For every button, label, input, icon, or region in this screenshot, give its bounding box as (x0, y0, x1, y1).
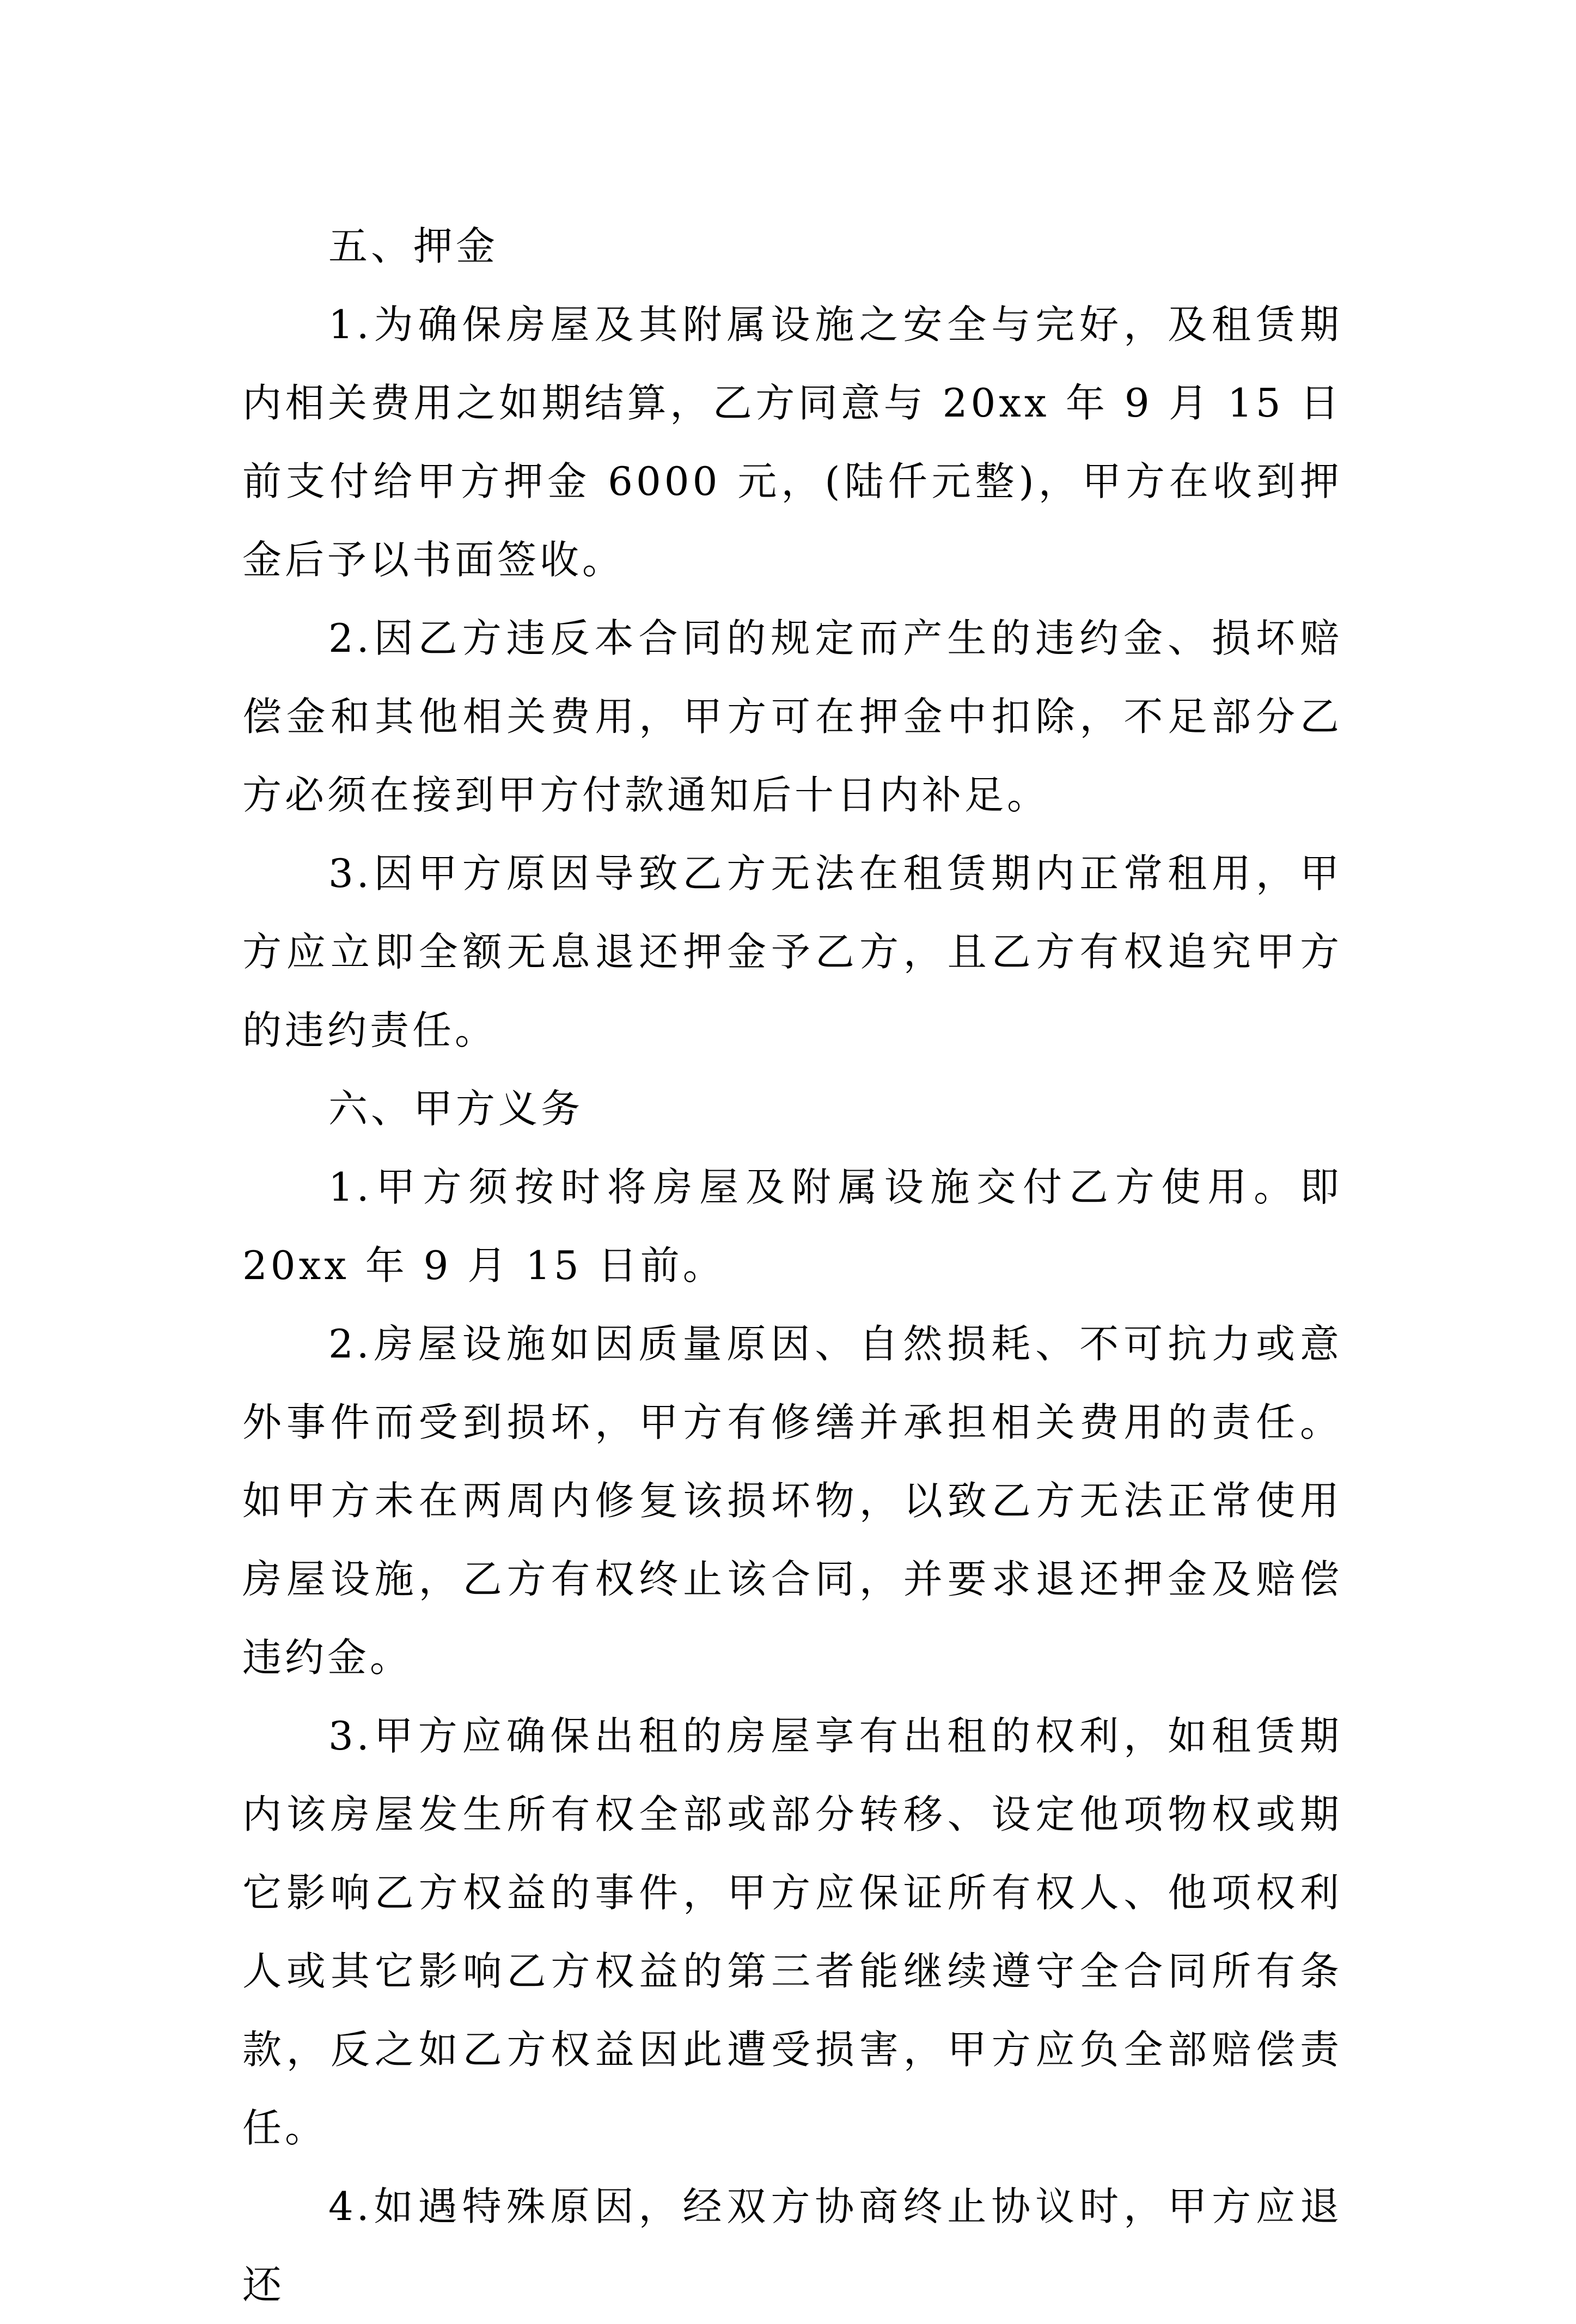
landlord-obligation-clause-1: 1.甲方须按时将房屋及附属设施交付乙方使用。即 20xx 年 9 月 15 日前。 (242, 1164, 1342, 1288)
section-heading-deposit: 五、押金 (328, 223, 499, 269)
document-body (242, 207, 1342, 2324)
deposit-clause-1: 1.为确保房屋及其附属设施之安全与完好，及租赁期内相关费用之如期结算，乙方同意与 20xx 年 9 月 15 日前支付给甲方押金 6000 元，(陆仟元整)，甲方在收到押金后予以书面签收。 (242, 302, 1342, 583)
landlord-obligation-clause-4: 4.如遇特殊原因，经双方协商终止协议时，甲方应退还 (242, 2184, 1342, 2308)
deposit-clause-2: 2.因乙方违反本合同的规定而产生的违约金、损坏赔偿金和其他相关费用，甲方可在押金中扣除，不足部分乙方必须在接到甲方付款通知后十日内补足。 (242, 615, 1342, 818)
landlord-obligation-clause-2: 2.房屋设施如因质量原因、自然损耗、不可抗力或意外事件而受到损坏，甲方有修缮并承担相关费用的责任。如甲方未在两周内修复该损坏物，以致乙方无法正常使用房屋设施，乙方有权终止该合同，并要求退还押金及赔偿违约金。 (242, 1321, 1342, 1680)
section-heading-landlord-obligations: 六、甲方义务 (328, 1086, 584, 1132)
landlord-obligation-clause-3: 3.甲方应确保出租的房屋享有出租的权利，如租赁期内该房屋发生所有权全部或部分转移、设定他项物权或期它影响乙方权益的事件，甲方应保证所有权人、他项权利人或其它影响乙方权益的第三者能继续遵守全合同所有条款，反之如乙方权益因此遭受损害，甲方应负全部赔偿责任。 (242, 1713, 1342, 2151)
deposit-clause-3: 3.因甲方原因导致乙方无法在租赁期内正常租用，甲方应立即全额无息退还押金予乙方，且乙方有权追究甲方的违约责任。 (242, 851, 1342, 1053)
